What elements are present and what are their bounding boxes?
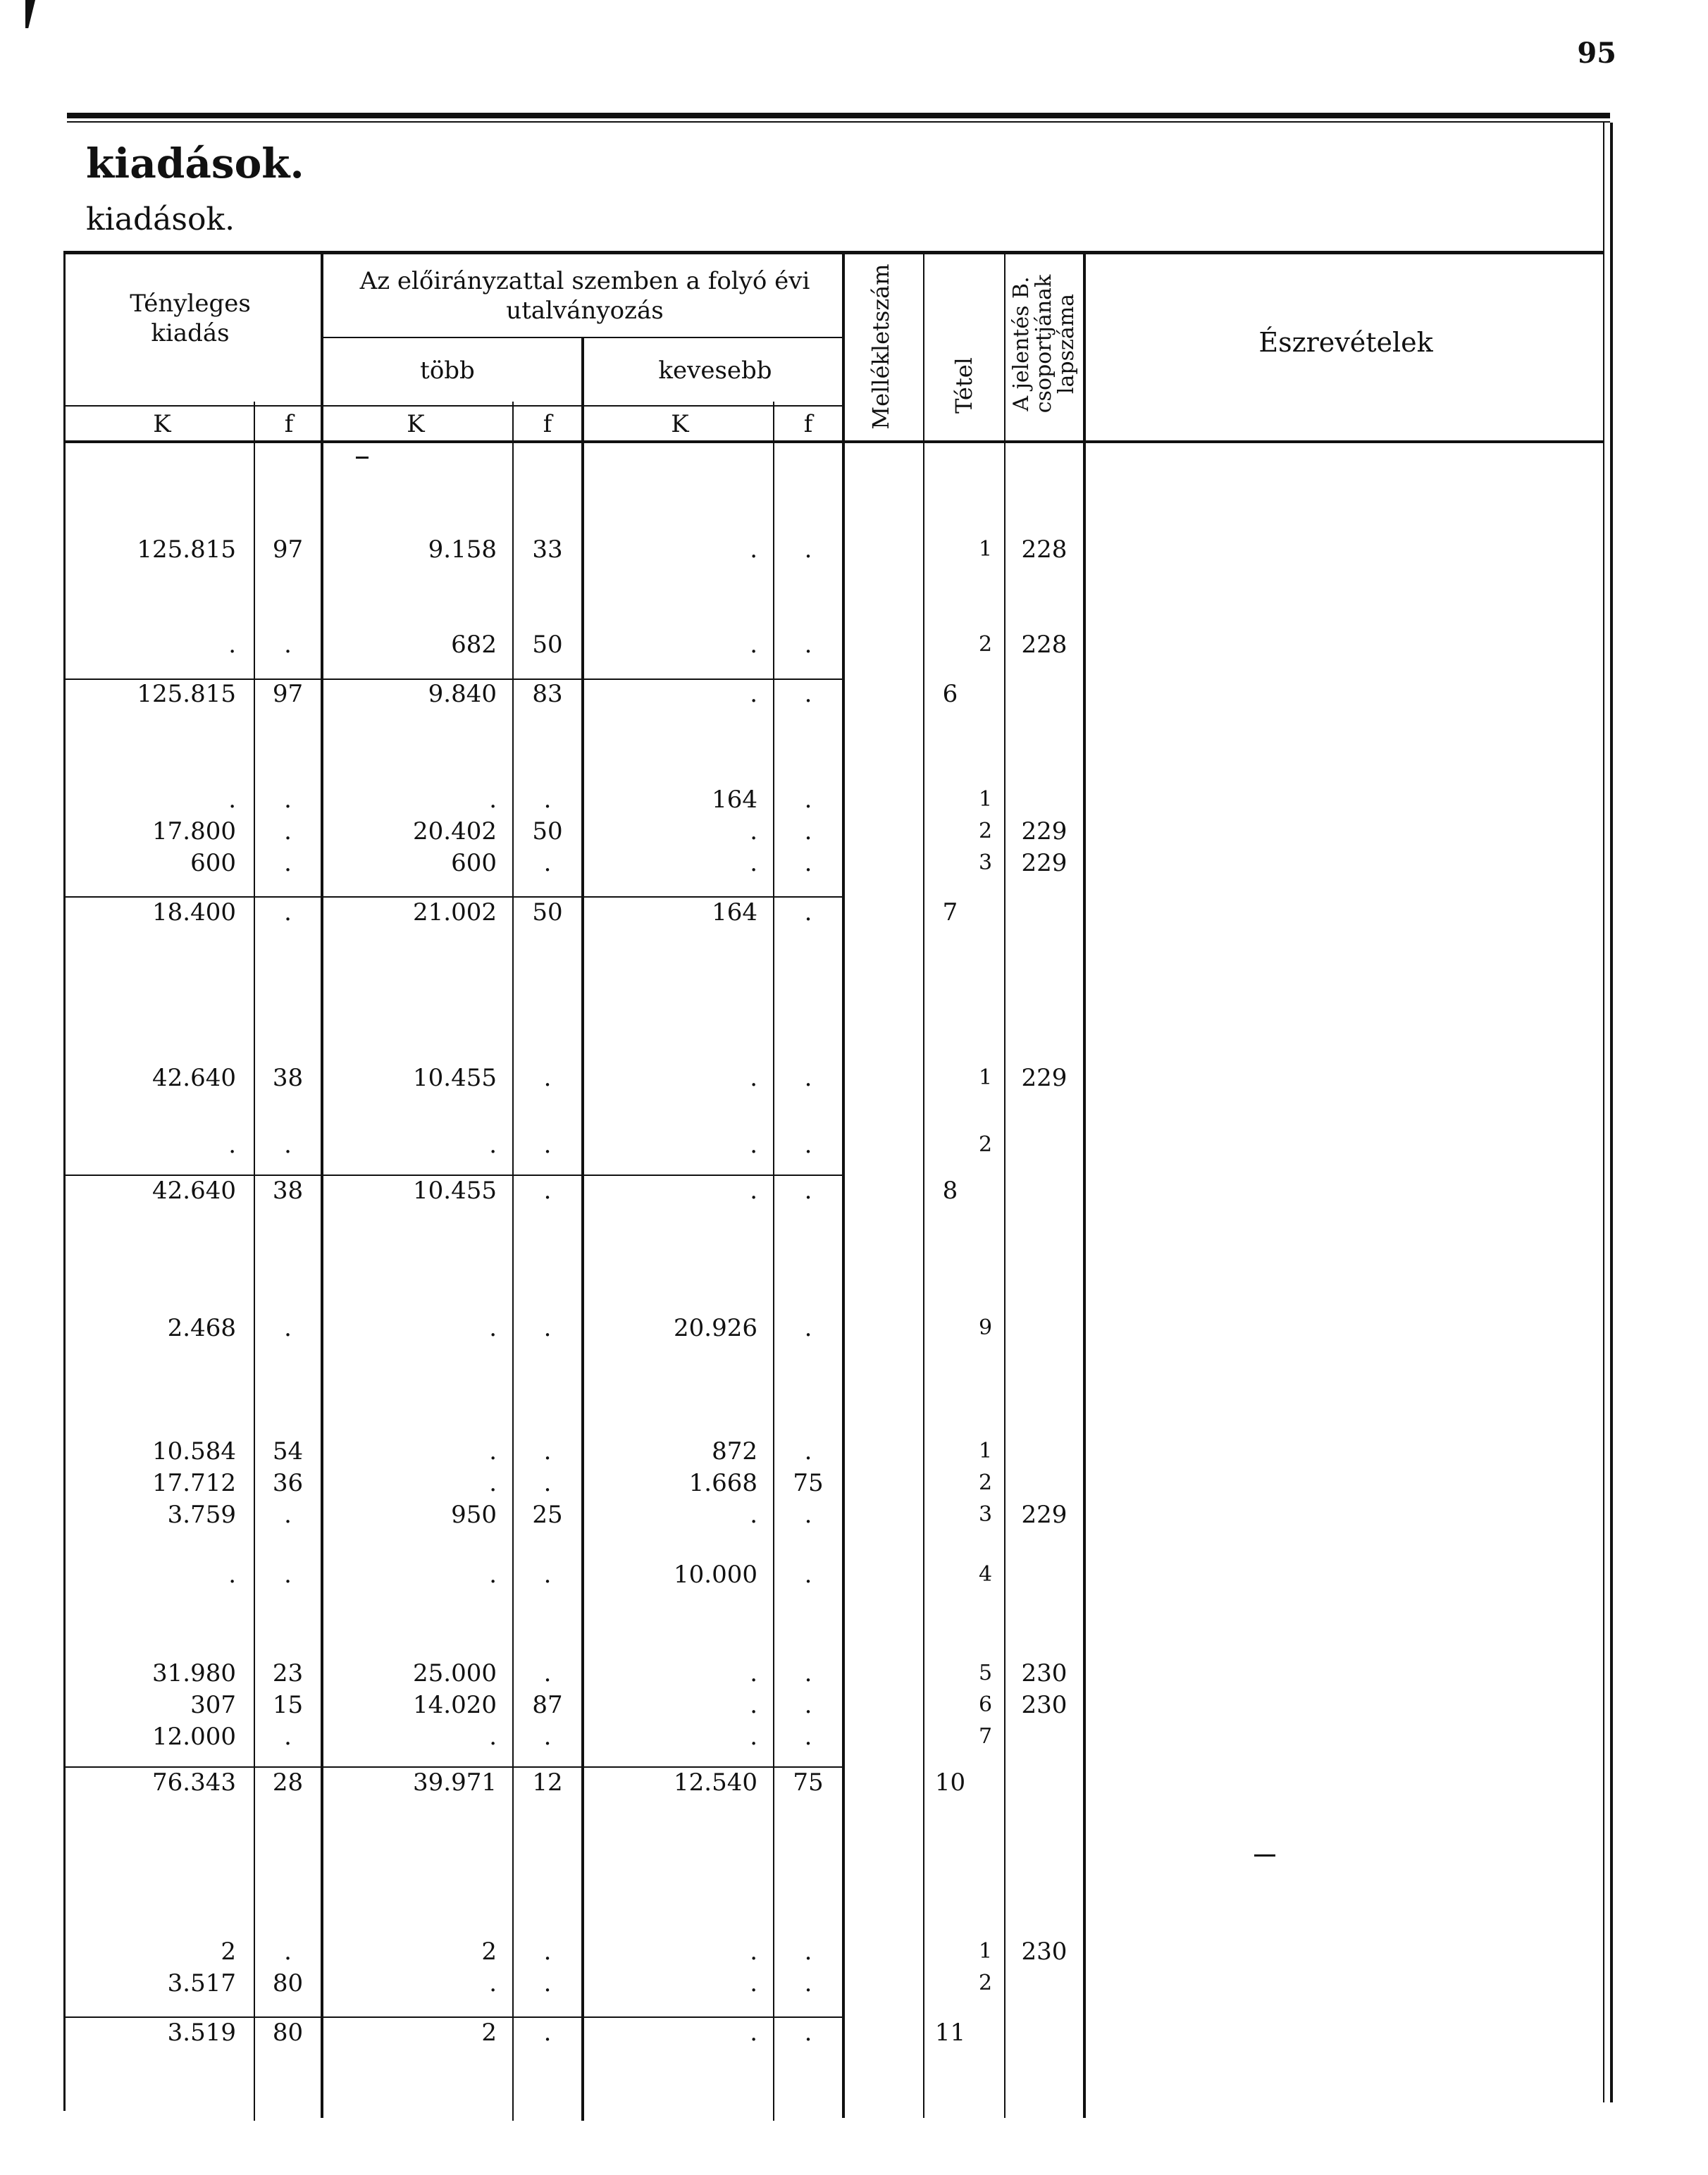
cell-kevesebb-f: . [804,1501,812,1529]
cell-tobb-k: 9.158 [428,535,497,564]
header-tobb: több [420,357,475,385]
cell-kevesebb-k: . [750,1691,757,1719]
cell-kevesebb-f: . [804,1064,812,1092]
cell-kevesebb-k: . [750,849,757,877]
cell-kevesebb-f: . [804,898,812,927]
cell-tobb-f: 25 [532,1501,563,1529]
cell-lapszam: 230 [1021,1691,1068,1719]
col-line-tetel-lap [1004,251,1005,2118]
cell-kevesebb-k: 1.668 [688,1469,757,1497]
cell-kevesebb-f: . [804,1969,812,1997]
header-top-rule [63,251,1603,254]
cell-tenyleges-k: 2 [221,1938,236,1966]
cell-tenyleges-f: 15 [272,1691,304,1719]
scan-mark [356,457,369,459]
cell-tenyleges-f: 23 [272,1659,304,1687]
cell-tenyleges-f: 38 [272,1064,304,1092]
page-subtitle: kiadások. [86,202,235,237]
cell-tobb-f: . [543,1437,552,1466]
subtotal-rule [66,1175,842,1176]
cell-tobb-f: . [543,786,552,814]
cell-tetel: 6 [942,680,958,708]
header-kk: K [671,410,689,438]
header-kf: f [803,410,813,438]
cell-tobb-f: . [543,1938,552,1966]
cell-tobb-f: . [543,2019,552,2047]
cell-lapszam: 229 [1021,849,1068,877]
cell-tetel: 3 [978,850,993,875]
header-lapszam-wrap [1005,254,1083,440]
top-rule-thin [67,121,1610,123]
cell-kevesebb-f: . [804,680,812,708]
cell-kevesebb-f: . [804,2019,812,2047]
cell-kevesebb-k: . [750,1723,757,1751]
cell-tenyleges-k: 12.000 [152,1723,236,1751]
cell-kevesebb-f: . [804,1314,812,1342]
cell-lapszam: 230 [1021,1938,1068,1966]
cell-tenyleges-k: 3.519 [167,2019,236,2047]
cell-tenyleges-f: . [284,898,292,927]
cell-tenyleges-k: 17.712 [152,1469,236,1497]
col-line-lap-eszr [1083,251,1086,2118]
cell-kevesebb-k: . [750,1177,757,1205]
cell-tetel: 7 [978,1724,993,1749]
cell-lapszam: 229 [1021,1501,1068,1529]
cell-tenyleges-k: 42.640 [152,1064,236,1092]
cell-tenyleges-f: 36 [272,1469,304,1497]
cell-kevesebb-k: . [750,2019,757,2047]
cell-tobb-f: . [543,1659,552,1687]
cell-kevesebb-f: 75 [793,1768,824,1797]
cell-tetel: 1 [978,537,993,562]
col-line-group-mell [842,251,845,2118]
cell-tetel: 5 [978,1661,993,1685]
cell-tobb-k: . [489,1314,497,1342]
right-border-outer [1610,123,1613,2102]
cell-kevesebb-f: . [804,1437,812,1466]
header-tetel: Tétel [951,357,977,414]
cell-tenyleges-k: 3.517 [167,1969,236,1997]
cell-tobb-f: 83 [532,680,563,708]
cell-tobb-k: . [489,1561,497,1589]
cell-kevesebb-f: . [804,786,812,814]
cell-tobb-k: . [489,1131,497,1159]
cell-kevesebb-k: 164 [712,898,757,927]
cell-tetel: 2 [978,1470,993,1495]
cell-kevesebb-f: . [804,535,812,564]
cell-tenyleges-f: . [284,1131,292,1159]
cell-kevesebb-k: . [750,1969,757,1997]
cell-tobb-k: 10.455 [413,1064,497,1092]
cell-tobb-f: . [543,1723,552,1751]
cell-tetel: 1 [978,1439,993,1463]
cell-tetel: 8 [942,1177,958,1205]
cell-tenyleges-k: 18.400 [152,898,236,927]
cell-kevesebb-f: . [804,1659,812,1687]
cell-tobb-f: 12 [532,1768,563,1797]
cell-tetel: 11 [934,2019,966,2047]
cell-tenyleges-f: . [284,817,292,845]
cell-tobb-k: 39.971 [413,1768,497,1797]
col-line-kk-kf [773,402,774,2121]
col-line-tobb-kevesebb [581,338,584,2121]
cell-kevesebb-k: . [750,1938,757,1966]
cell-lapszam: 229 [1021,817,1068,845]
cell-tenyleges-f: 54 [272,1437,304,1466]
cell-tenyleges-k: 10.584 [152,1437,236,1466]
cell-kevesebb-k: . [750,535,757,564]
cell-tetel: 7 [942,898,958,927]
cell-tenyleges-k: 31.980 [152,1659,236,1687]
cell-tenyleges-f: 80 [272,2019,304,2047]
cell-kevesebb-f: 75 [793,1469,824,1497]
cell-kevesebb-k: . [750,631,757,659]
cell-tobb-f: . [543,1314,552,1342]
cell-kevesebb-f: . [804,1177,812,1205]
cell-kevesebb-f: . [804,1691,812,1719]
cell-kevesebb-f: . [804,631,812,659]
header-mellekletszam: Mellékletszám [867,264,894,430]
right-border-inner [1603,123,1604,2102]
cell-kevesebb-k: 10.000 [674,1561,757,1589]
cell-tobb-k: 25.000 [413,1659,497,1687]
cell-tenyleges-f: 97 [272,680,304,708]
cell-tenyleges-f: . [284,1938,292,1966]
cell-tobb-f: . [543,849,552,877]
cell-tetel: 1 [978,1939,993,1964]
cell-tobb-k: 21.002 [413,898,497,927]
cell-kevesebb-f: . [804,1723,812,1751]
page-number: 95 [1577,37,1616,70]
subtotal-rule [66,2016,842,2018]
cell-tenyleges-f: . [284,631,292,659]
cell-tenyleges-k: 125.815 [137,680,236,708]
cell-tenyleges-k: 17.800 [152,817,236,845]
cell-tenyleges-k: . [228,1131,236,1159]
cell-lapszam: 230 [1021,1659,1068,1687]
header-group-rule [323,337,842,338]
cell-tenyleges-f: . [284,1561,292,1589]
cell-tenyleges-k: 307 [190,1691,236,1719]
cell-lapszam: 228 [1021,631,1068,659]
cell-tobb-k: 20.402 [413,817,497,845]
cell-tenyleges-f: 28 [272,1768,304,1797]
cell-tobb-f: 50 [532,631,563,659]
cell-tetel: 2 [978,1132,993,1157]
header-group-title: Az előirányzattal szemben a folyó évi utalványozás [359,267,810,325]
cell-tenyleges-k: 600 [190,849,236,877]
cell-kevesebb-k: . [750,1131,757,1159]
subtotal-rule [66,1766,842,1768]
cell-tenyleges-k: . [228,786,236,814]
cell-tobb-f: . [543,1177,552,1205]
cell-kevesebb-f: . [804,817,812,845]
cell-tenyleges-f: 80 [272,1969,304,1997]
cell-kevesebb-k: . [750,680,757,708]
cell-kevesebb-k: 20.926 [674,1314,757,1342]
header-kf-rule [63,405,842,407]
cell-tenyleges-k: 2.468 [167,1314,236,1342]
cell-tetel: 9 [978,1315,993,1340]
header-lapszam-text: A jelentés B. csoportjának lapszáma [1009,274,1079,414]
subtotal-rule [66,896,842,898]
cell-tobb-f: 50 [532,898,563,927]
cell-tetel: 4 [978,1562,993,1587]
cell-lapszam: 228 [1021,535,1068,564]
cell-tenyleges-f: . [284,1501,292,1529]
cell-tobb-k: . [489,1969,497,1997]
header-kevesebb: kevesebb [658,357,772,385]
cell-tobb-k: 2 [481,2019,497,2047]
cell-tenyleges-k: 76.343 [152,1768,236,1797]
cell-tobb-k: . [489,1723,497,1751]
cell-tetel: 2 [978,1971,993,1995]
cell-tobb-f: 50 [532,817,563,845]
cell-kevesebb-k: . [750,1659,757,1687]
header-eszrevetelek: Észrevételek [1258,327,1433,358]
cell-kevesebb-k: . [750,1064,757,1092]
cell-tobb-k: 10.455 [413,1177,497,1205]
header-tk: K [153,410,171,438]
cell-kevesebb-f: . [804,1938,812,1966]
cell-tenyleges-f: 97 [272,535,304,564]
cell-tobb-k: 682 [451,631,497,659]
cell-lapszam: 229 [1021,1064,1068,1092]
cell-tobb-k: 14.020 [413,1691,497,1719]
cell-tobb-k: 950 [451,1501,497,1529]
cell-tobb-f: 87 [532,1691,563,1719]
scan-mark [1254,1854,1275,1857]
cell-kevesebb-k: 12.540 [674,1768,757,1797]
cell-tobb-f: . [543,1064,552,1092]
cell-kevesebb-f: . [804,1561,812,1589]
cell-tenyleges-f: . [284,1314,292,1342]
cell-tetel: 2 [978,819,993,843]
cell-tenyleges-f: . [284,849,292,877]
cell-tobb-f: 33 [532,535,563,564]
header-mf: f [543,410,552,438]
cell-kevesebb-f: . [804,1131,812,1159]
cell-tobb-f: . [543,1469,552,1497]
cell-tobb-k: . [489,1469,497,1497]
cell-tenyleges-k: 42.640 [152,1177,236,1205]
cell-kevesebb-k: 164 [712,786,757,814]
header-tenyleges: Tényleges kiadás [130,290,251,347]
header-mk: K [407,410,425,438]
cell-kevesebb-k: . [750,817,757,845]
cell-tobb-k: . [489,786,497,814]
col-line-tk-tf [254,402,255,2121]
cell-tetel: 2 [978,632,993,657]
cell-tetel: 10 [934,1768,966,1797]
cell-kevesebb-k: 872 [712,1437,757,1466]
cell-tobb-k: 9.840 [428,680,497,708]
cell-kevesebb-f: . [804,849,812,877]
cell-tenyleges-f: . [284,1723,292,1751]
cell-tenyleges-k: . [228,631,236,659]
header-tf: f [284,410,294,438]
header-bottom-rule [63,440,1603,443]
cell-tenyleges-k: 125.815 [137,535,236,564]
cell-tobb-k: . [489,1437,497,1466]
cell-tobb-k: 600 [451,849,497,877]
cell-tobb-f: . [543,1969,552,1997]
page-title: kiadások. [86,140,304,187]
cell-tenyleges-k: . [228,1561,236,1589]
cell-tobb-f: . [543,1131,552,1159]
cell-tetel: 1 [978,787,993,812]
cell-tetel: 1 [978,1065,993,1090]
cell-tetel: 3 [978,1502,993,1527]
scan-mark [25,0,35,28]
cell-tenyleges-f: . [284,786,292,814]
col-line-mk-mf [512,402,514,2121]
cell-tobb-k: 2 [481,1938,497,1966]
cell-tetel: 6 [978,1692,993,1717]
cell-tenyleges-k: 3.759 [167,1501,236,1529]
cell-kevesebb-k: . [750,1501,757,1529]
top-rule [67,113,1610,118]
cell-tobb-f: . [543,1561,552,1589]
cell-tenyleges-f: 38 [272,1177,304,1205]
